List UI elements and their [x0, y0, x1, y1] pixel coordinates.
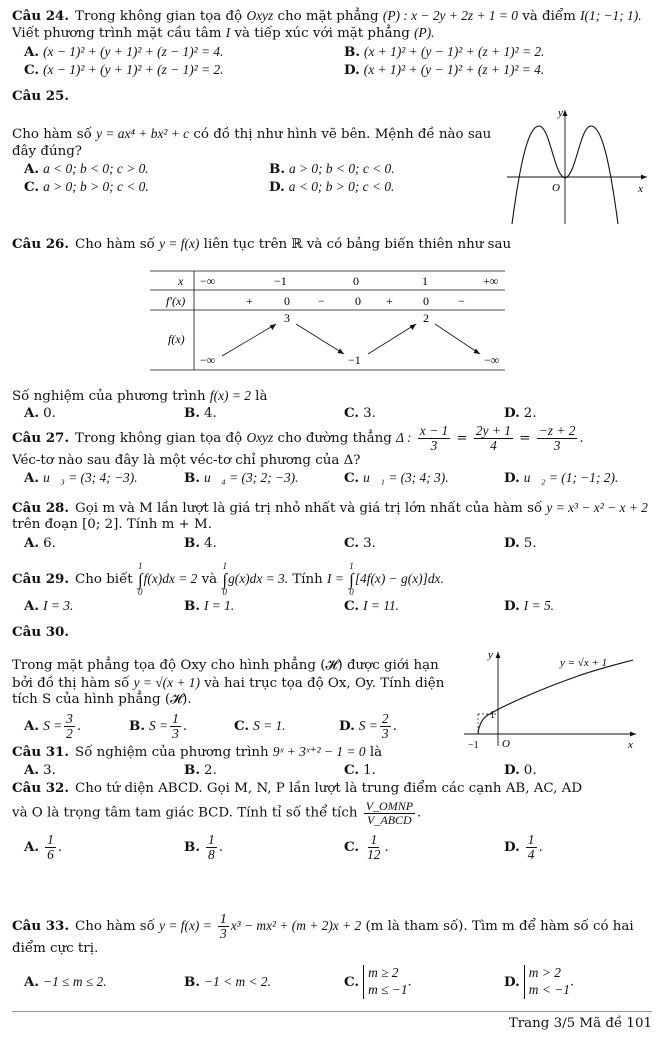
q33-options — [12, 965, 652, 999]
q26-stem: Câu 26. Cho hàm số y = f(x) liên tục trên ℝ và có bảng biến thiên như sau — [12, 236, 512, 252]
q25-options — [12, 161, 502, 197]
q26-question: Số nghiệm của phương trình f(x) = 2 là — [12, 388, 268, 404]
q25-graph — [502, 104, 652, 228]
vt-fp-label: f′(x) — [166, 294, 186, 308]
q29-option-b[interactable]: B. I = 1. — [184, 598, 235, 614]
q30-option-b[interactable]: B. S = $\frac{1}{3}$ . — [129, 711, 188, 742]
vt-x-value: 0 — [353, 274, 359, 288]
q24-text: Viết phương trình mặt cầu tâm — [12, 26, 222, 42]
question-32 — [12, 780, 652, 862]
q25-option-a[interactable]: A. a < 0; b < 0; c > 0. — [24, 161, 149, 178]
q32-option-d[interactable]: D. $\frac{1}{4}$ . — [504, 831, 543, 862]
question-33 — [12, 912, 652, 999]
q27-text: Véc-tơ nào sau đây là một véc-tơ chỉ phương của Δ? — [12, 453, 361, 469]
q25-text: Cho hàm số — [12, 127, 92, 143]
q25-graph-x-label: x — [638, 183, 643, 195]
q30-graph-y-label: y — [488, 649, 493, 661]
q30-label: Câu 30. — [12, 624, 70, 640]
q24-label: Câu 24. — [12, 8, 70, 24]
q28-options — [12, 535, 652, 552]
vt-f-label: f(x) — [168, 332, 185, 346]
vt-x-value: +∞ — [483, 274, 499, 288]
q30-func: y = √(x + 1) — [133, 674, 200, 690]
q27-option-b[interactable]: B. u⃗₄ = (3; 2; −3). — [184, 470, 299, 487]
q24-options-row2 — [12, 62, 652, 79]
q27-option-c[interactable]: C. u⃗₁ = (3; 4; 3). — [344, 470, 449, 487]
q30-option-c[interactable]: C. S = 1. — [234, 718, 286, 735]
q28-func: y = x³ − x² − x + 2 — [546, 500, 648, 515]
q32-label: Câu 32. — [12, 780, 70, 796]
q33-option-c[interactable]: C. m ≥ 2 m ≤ −1 . — [344, 965, 412, 998]
question-25 — [12, 88, 652, 197]
q29-label: Câu 29. — [12, 571, 70, 587]
q25-label: Câu 25. — [12, 88, 70, 104]
q32-option-a[interactable]: A. $\frac{1}{6}$ . — [24, 831, 63, 862]
q25-text: có đồ thị như hình vẽ bên. Mệnh đề nào sau đây đúng? — [12, 127, 492, 159]
question-27 — [12, 424, 652, 488]
q29-option-a[interactable]: A. I = 3. — [24, 598, 74, 614]
q32-stem-2: và O là trọng tâm tam giác BCD. Tính tỉ số thể tích $\frac{\text{V\_OMNP}}{\text{V\_ABCD}}$ . — [12, 799, 422, 827]
q29-options — [12, 598, 652, 615]
q29-stem: Câu 29. Cho biết 1 ∫ 0 f(x)dx = 2 và 1 ∫ 0 g(x)dx = 3. Tính I = 1 ∫ 0 [4f(x) − g(x)]dx. — [12, 561, 444, 597]
vt-f-value: 3 — [284, 311, 290, 325]
q30-graph-one: 1 — [490, 710, 495, 721]
vt-sign: 0 — [355, 294, 361, 308]
q30-graph-minus-one: −1 — [468, 740, 479, 748]
q29-option-c[interactable]: C. I = 11. — [344, 598, 400, 614]
vt-f-value: −∞ — [200, 353, 216, 367]
question-28 — [12, 500, 652, 552]
q31-option-d[interactable]: D. 0. — [504, 762, 537, 779]
q24-option-a[interactable]: A. (x − 1)² + (y + 1)² + (z − 1)² = 4. — [24, 43, 224, 60]
q28-option-a[interactable]: A. 6. — [24, 534, 56, 551]
q25-option-b[interactable]: B. a > 0; b < 0; c < 0. — [269, 161, 395, 178]
q25-stem — [12, 126, 502, 160]
q24-text: cho mặt phẳng — [277, 9, 379, 24]
q30-option-a[interactable]: A. S = $\frac{3}{2}$ . — [24, 711, 82, 742]
q26-option-c[interactable]: C. 3. — [344, 405, 376, 421]
q24-plane: (P) : x − 2y + 2z + 1 = 0 — [382, 8, 518, 23]
q27-line: Δ : — [396, 430, 412, 446]
vt-sign: 0 — [423, 294, 429, 308]
q24-option-d[interactable]: D. (x + 1)² + (y − 1)² + (z + 1)² = 4. — [344, 62, 545, 79]
q31-eq: 9ˣ + 3ˣ⁺² − 1 = 0 — [272, 744, 366, 759]
q32-option-b[interactable]: B. $\frac{1}{8}$ . — [184, 831, 223, 862]
q29-option-d[interactable]: D. I = 5. — [504, 598, 555, 614]
question-29 — [12, 562, 652, 615]
q26-label: Câu 26. — [12, 236, 70, 252]
q28-stem: Câu 28. Gọi m và M lần lượt là giá trị nhỏ nhất và giá trị lớn nhất của hàm số y = x³ − x² − x + 2 trên đoạn [0; 2]. Tính m + M. — [12, 500, 648, 533]
q27-options — [12, 470, 652, 487]
q25-graph-y-label: y — [558, 107, 563, 119]
q27-option-d[interactable]: D. u⃗₂ = (1; −1; 2). — [504, 470, 619, 487]
q26-option-b[interactable]: B. 4. — [184, 405, 217, 421]
q31-option-c[interactable]: C. 1. — [344, 762, 376, 779]
q33-option-a[interactable]: A. −1 ≤ m ≤ 2. — [24, 973, 107, 990]
q33-option-b[interactable]: B. −1 < m < 2. — [184, 973, 271, 990]
q31-label: Câu 31. — [12, 744, 70, 760]
question-24 — [12, 8, 652, 79]
q33-option-d[interactable]: D. m > 2 m < −1 . — [504, 965, 575, 998]
q25-option-d[interactable]: D. a < 0; b > 0; c < 0. — [269, 179, 395, 196]
vt-x-value: −∞ — [200, 274, 216, 288]
q31-option-b[interactable]: B. 2. — [184, 762, 217, 779]
q24-stem — [12, 8, 652, 43]
q28-option-b[interactable]: B. 4. — [184, 534, 217, 551]
q26-eq: f(x) = 2 — [209, 388, 251, 403]
vt-sign: − — [318, 294, 325, 308]
question-26 — [12, 236, 652, 421]
q31-option-a[interactable]: A. 3. — [24, 762, 56, 779]
vt-sign: + — [246, 294, 253, 308]
q32-stem: Câu 32. Cho tứ diện ABCD. Gọi M, N, P lần lượt là trung điểm các cạnh AB, AC, AD — [12, 780, 583, 796]
q24-point: I(1; −1; 1). — [580, 8, 642, 23]
q30-graph-curve-label: y = √x + 1 — [560, 657, 608, 669]
vt-f-value: 2 — [423, 311, 429, 325]
q28-label: Câu 28. — [12, 500, 70, 516]
q24-text: Trong không gian tọa độ — [75, 9, 243, 24]
q25-option-c[interactable]: C. a > 0; b > 0; c < 0. — [24, 179, 149, 196]
vt-x-value: −1 — [274, 274, 287, 288]
q25-graph-origin: O — [552, 182, 560, 194]
q30-option-d[interactable]: D. S = $\frac{2}{3}$ . — [339, 711, 397, 742]
q24-center: I — [225, 25, 231, 41]
q30-options — [12, 712, 432, 741]
question-30 — [12, 624, 652, 748]
q31-options — [12, 762, 652, 779]
q28-option-d[interactable]: D. 5. — [504, 534, 537, 551]
q24-sys: Oxyz — [246, 8, 274, 23]
q32-options — [12, 833, 652, 862]
question-31 — [12, 744, 652, 780]
vt-f-value: −1 — [348, 353, 361, 367]
vt-sign: + — [386, 294, 393, 308]
q33-label: Câu 33. — [12, 918, 70, 935]
variation-table — [150, 270, 512, 374]
q31-stem: Câu 31. Số nghiệm của phương trình 9ˣ + 3ˣ⁺² − 1 = 0 là — [12, 744, 383, 760]
vt-x-label: x — [178, 274, 184, 288]
q27-stem: Câu 27. Trong không gian tọa độ Oxyz cho đường thẳng Δ : $\frac{x - 1}{3}$ = $\frac{2y + 1}{4}$ = $\frac{-z + 2}{3}$ . — [12, 423, 584, 454]
q24-option-c[interactable]: C. (x − 1)² + (y + 1)² + (z − 1)² = 2. — [24, 62, 224, 79]
q25-func: y = ax⁴ + bx² + c — [96, 126, 190, 142]
q24-options-row1 — [12, 44, 652, 61]
q24-plane-ref: (P). — [414, 25, 435, 41]
q26-option-d[interactable]: D. 2. — [504, 405, 537, 421]
vt-sign: 0 — [284, 294, 290, 308]
vt-x-value: 1 — [422, 274, 428, 288]
q24-option-b[interactable]: B. (x + 1)² + (y − 1)² + (z + 1)² = 2. — [344, 43, 545, 60]
q26-options — [12, 405, 652, 422]
q28-option-c[interactable]: C. 3. — [344, 534, 376, 551]
q24-text: và điểm — [522, 9, 576, 24]
q32-option-c[interactable]: C. $\frac{1}{12}$ . — [344, 831, 389, 862]
q33-stem: Câu 33. Cho hàm số y = f(x) = $\frac{1}{3}$ x³ − mx² + (m + 2)x + 2 (m là tham số). Tìm m để hàm số có hai điểm cực trị. — [12, 911, 634, 957]
q30-stem: Trong mặt phẳng tọa độ Oxy cho hình phẳng (𝓗) được giới hạn bởi đồ thị hàm số y = √(x + 1) và hai trục tọa độ Ox, Oy. Tính diện tích S của hình phẳng (𝓗). — [12, 658, 445, 708]
vt-f-value: −∞ — [484, 353, 500, 367]
q24-text: và tiếp xúc với mặt phẳng — [234, 26, 410, 42]
q30-graph-origin: O — [502, 738, 510, 748]
vt-sign: − — [458, 294, 465, 308]
q27-label: Câu 27. — [12, 430, 70, 447]
q26-func: y = f(x) — [159, 236, 200, 251]
page-footer: Trang 3/5 Mã đề 101 — [12, 1011, 652, 1032]
q26-option-a[interactable]: A. 0. — [24, 405, 56, 421]
q27-option-a[interactable]: A. u⃗₃ = (3; 4; −3). — [24, 470, 138, 487]
q30-graph-x-label: x — [628, 739, 633, 748]
q30-graph — [458, 644, 648, 748]
